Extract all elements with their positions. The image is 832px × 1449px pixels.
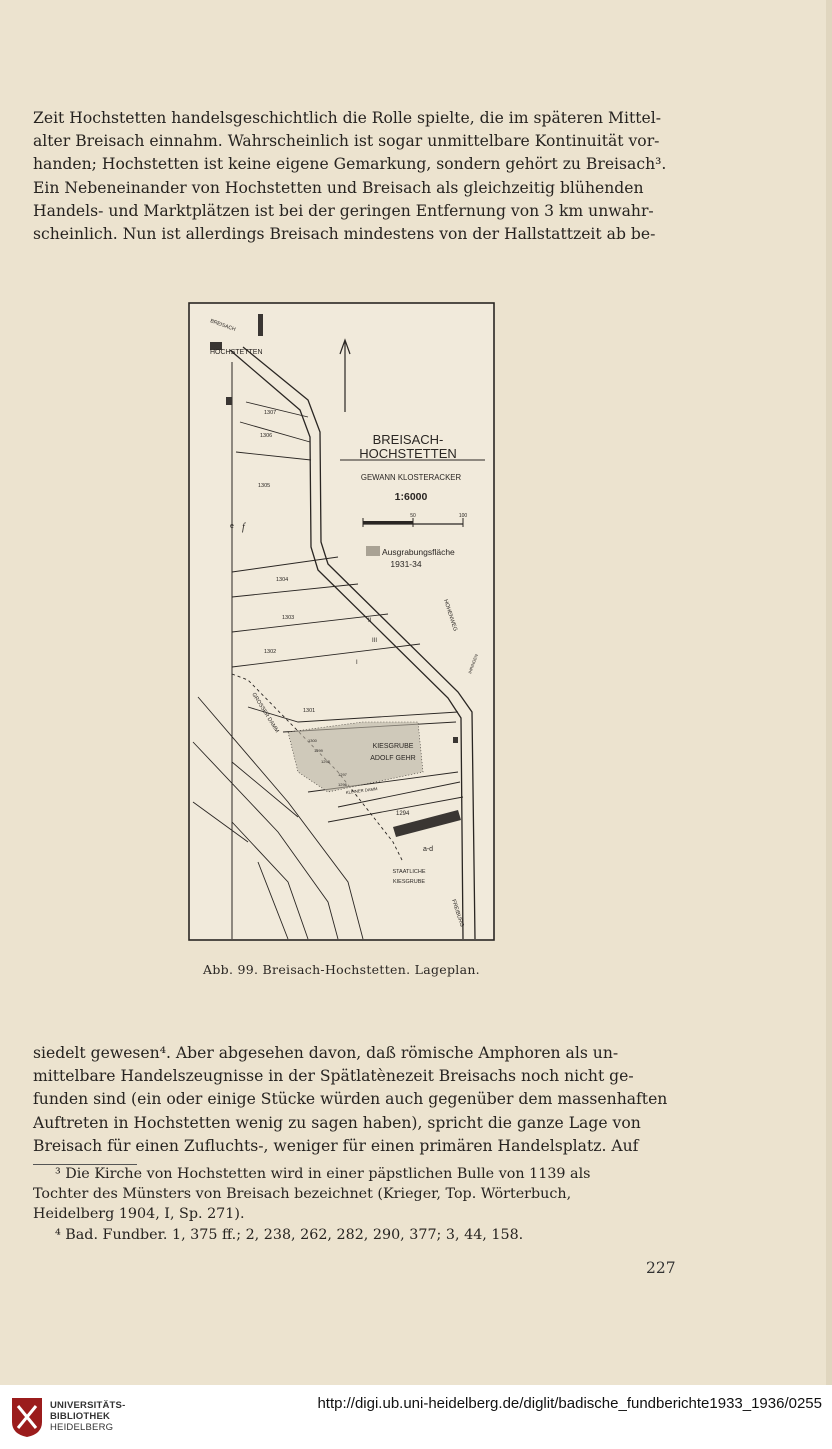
- parcel-1302: 1302: [264, 649, 277, 655]
- label-kleiner-damm: KLEINER DAMM: [345, 786, 378, 795]
- map-scale: 1:6000: [394, 491, 428, 503]
- place-breisach: BREISACH: [209, 318, 237, 333]
- parcel-1299: 1299: [314, 748, 323, 753]
- university-library-logo-icon: [8, 1396, 46, 1438]
- text-line: Breisach für einen Zufluchts-, weniger für einen primären Handelsplatz. Auf: [33, 1136, 639, 1155]
- site-letter-ii: II: [368, 618, 372, 624]
- library-name-line: UNIVERSITÄTS-: [50, 1400, 126, 1411]
- scale-tick-100: 100: [458, 513, 468, 519]
- parcel-1307: 1307: [264, 410, 277, 416]
- library-name-line: HEIDELBERG: [50, 1422, 114, 1433]
- bottom-paragraph: [33, 1042, 679, 1158]
- top-paragraph: [33, 107, 679, 246]
- footnote-line: ³ Die Kirche von Hochstetten wird in einer päpstlichen Bulle von 1139 als: [55, 1166, 591, 1182]
- text-line: Ein Nebeneinander von Hochstetten und Breisach als gleichzeitig blühenden: [33, 178, 644, 197]
- text-line: mittelbare Handelszeugnisse in der Spätlatènezeit Breisachs noch nicht ge-: [33, 1067, 634, 1086]
- scale-tick-50: 50: [410, 513, 416, 519]
- site-plan-map: [188, 302, 495, 941]
- site-letter-e: e: [230, 523, 234, 530]
- map-subtitle: GEWANN KLOSTERACKER: [360, 473, 462, 482]
- parcel-1306: 1306: [260, 433, 273, 439]
- text-line: Handels- und Marktplätzen ist bei der geringen Entfernung von 3 km unwahr-: [33, 201, 654, 220]
- site-letter-f: f: [242, 522, 245, 533]
- legend-years: 1931-34: [390, 559, 422, 569]
- legend-label: Ausgrabungsfläche: [382, 547, 455, 557]
- parcel-1297: 1297: [338, 772, 347, 777]
- text-line: alter Breisach einnahm. Wahrscheinlich ist sogar unmittelbare Kontinuität vor-: [33, 132, 660, 151]
- site-plan-figure: [188, 302, 495, 941]
- parcel-1298: 1298: [321, 759, 330, 764]
- text-line: Zeit Hochstetten handelsgeschichtlich die Rolle spielte, die im späteren Mittel-: [33, 109, 661, 127]
- road-hohenweg: HOHENWEG: [442, 598, 459, 633]
- source-url-link[interactable]: http://digi.ub.uni-heidelberg.de/diglit/badische_fundberichte1933_1936/0255: [317, 1395, 822, 1412]
- library-name: [50, 1400, 125, 1433]
- parcel-1301: 1301: [303, 708, 316, 714]
- footnote-3: [33, 1164, 679, 1224]
- parcel-1303: 1303: [282, 615, 295, 621]
- text-line: scheinlich. Nun ist allerdings Breisach mindestens von der Hallstattzeit ab be-: [33, 225, 656, 244]
- gravel-pit-line2: ADOLF GEHR: [370, 755, 416, 762]
- page-edge: [826, 0, 832, 1449]
- state-pit-line2: KIESGRUBE: [392, 879, 426, 885]
- map-title-line2: HOCHSTETTEN: [359, 446, 457, 461]
- footnote-line: Tochter des Münsters von Breisach bezeichnet (Krieger, Top. Wörterbuch,: [33, 1186, 572, 1202]
- place-hochstetten: HOCHSTETTEN: [210, 349, 263, 356]
- library-name-line: BIBLIOTHEK: [50, 1411, 111, 1422]
- gravel-pit-line1: KIESGRUBE: [372, 743, 414, 750]
- parcel-1296: 1296: [338, 782, 347, 787]
- parcel-1305: 1305: [258, 483, 271, 489]
- road-ihringen: IHRINGEN: [467, 653, 479, 675]
- footnote-4: [33, 1225, 679, 1245]
- text-line: siedelt gewesen⁴. Aber abgesehen davon, daß römische Amphoren als un-: [33, 1044, 619, 1062]
- state-pit-line1: STAATLICHE: [392, 869, 426, 875]
- parcel-1300: 1300: [308, 738, 317, 743]
- page-number: 227: [646, 1259, 676, 1277]
- figure-caption: Abb. 99. Breisach-Hochstetten. Lageplan.: [203, 962, 480, 977]
- map-title-line1: BREISACH-: [372, 432, 444, 447]
- parcel-1294: 1294: [396, 811, 410, 817]
- site-letter-i: I: [356, 660, 358, 666]
- text-line: handen; Hochstetten ist keine eigene Gemarkung, sondern gehört zu Breisach³.: [33, 155, 667, 174]
- footnote-line: Heidelberg 1904, I, Sp. 271).: [33, 1206, 245, 1222]
- footnote-line: ⁴ Bad. Fundber. 1, 375 ff.; 2, 238, 262, 282, 290, 377; 3, 44, 158.: [55, 1227, 524, 1243]
- label-grosser-damm: GROSSER DAMM: [250, 691, 280, 734]
- text-line: funden sind (ein oder einige Stücke würden auch gegenüber dem massenhaften: [33, 1090, 668, 1109]
- text-line: Auftreten in Hochstetten wenig zu sagen haben), spricht die ganze Lage von: [33, 1113, 641, 1132]
- parcel-1304: 1304: [276, 577, 289, 583]
- state-pit-letters: a-d: [422, 846, 434, 853]
- site-letter-iii: III: [372, 638, 378, 644]
- road-freiburg: FREIBURG: [450, 898, 465, 928]
